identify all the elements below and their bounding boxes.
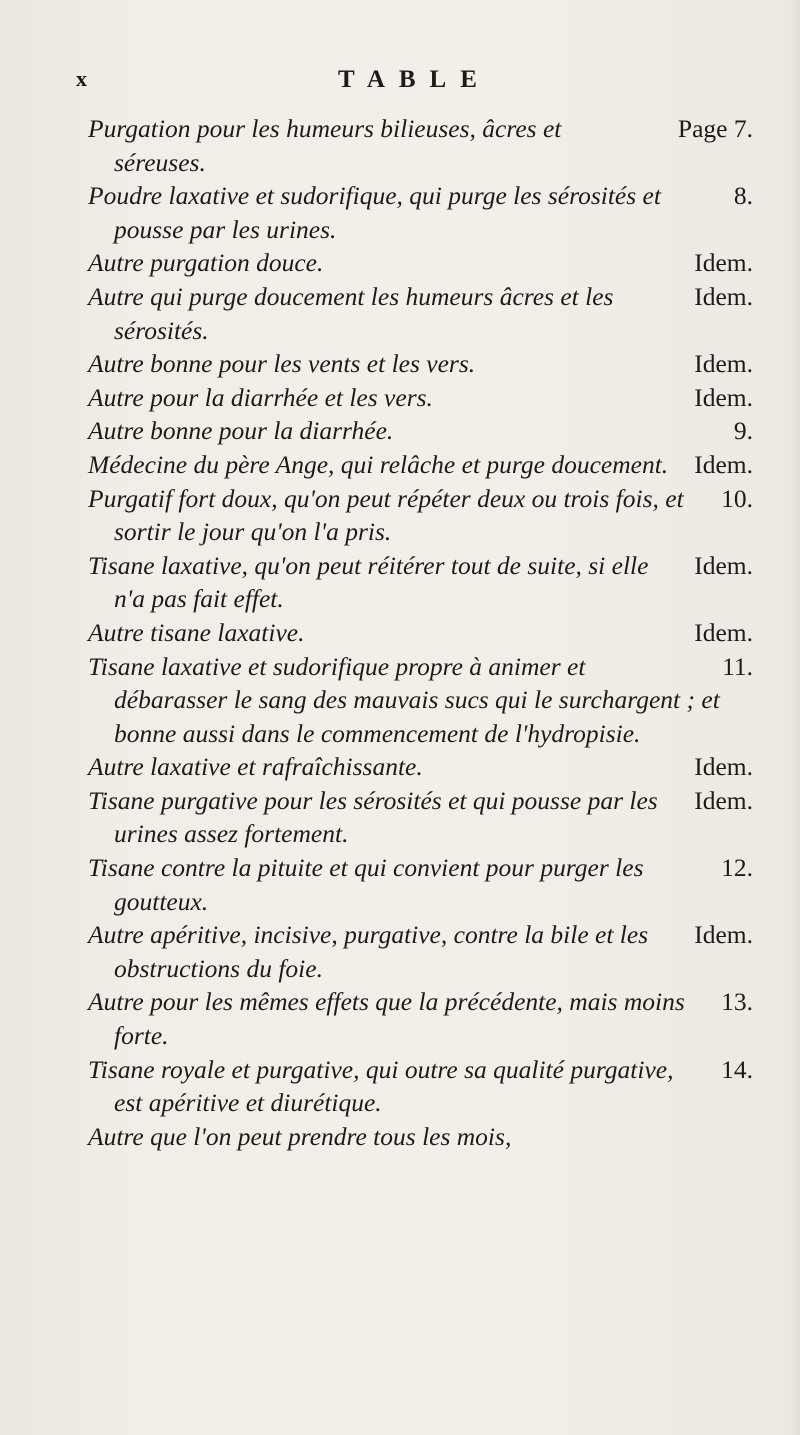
entry-title: Tisane contre la pituite et qui convient pour purger les goutteux. [88,853,644,916]
page-reference: Idem. [694,281,753,311]
toc-entry [88,1120,753,1154]
entry-title: Tisane purgative pour les sérosités et qui pousse par les urines assez fortement. [88,785,658,849]
toc-entry [88,448,753,482]
entry-title: Autre qui purge doucement les humeurs âcres et les sérosités. [88,281,614,345]
toc-entry [88,1053,753,1120]
toc-entry [88,246,753,280]
entry-title: Tisane laxative et sudorifique propre à animer et débarasser le sang des mauvais sucs qui le surchargent ; et bonne aussi dans le commencement de l'hydropisie. [88,651,720,748]
entry-title: Autre purgation douce. [88,248,324,278]
page-reference: 12. [721,853,753,883]
entry-title: Poudre laxative et sudorifique, qui purge les sérosités et pousse par les urines. [88,181,661,244]
page-reference: Idem. [694,920,753,950]
toc-entry [88,347,753,381]
page-reference: Idem. [694,550,753,580]
running-title: TABLE [338,66,491,93]
page-reference: Page 7. [677,114,753,143]
entry-title: Tisane royale et purgative, qui outre sa qualité purgative, est apéritive et diurétique. [88,1054,674,1118]
toc-entry [88,549,753,616]
entry-title: Autre pour la diarrhée et les vers. [88,382,433,412]
page-reference: Idem. [694,752,753,782]
toc-entry [88,851,753,918]
page-edge-shadow [790,0,800,1435]
page-reference: Idem. [694,248,753,278]
entry-title: Purgatif fort doux, qu'on peut répéter deux ou trois fois, et sortir le jour qu'on l'a pris. [88,483,684,547]
page-reference: Idem. [694,449,753,479]
toc-entry [88,918,753,985]
entry-title: Autre que l'on peut prendre tous les mois, [88,1121,512,1151]
entry-title: Autre bonne pour les vents et les vers. [88,349,476,379]
toc-entry [88,482,753,549]
toc-entry [88,784,753,851]
toc-entry [88,381,753,415]
page-reference: 13. [721,987,753,1017]
entry-title: Purgation pour les humeurs bilieuses, âcres et séreuses. [88,114,562,177]
entry-title: Autre apéritive, incisive, purgative, contre la bile et les obstructions du foie. [88,920,649,983]
page-reference: 11. [722,651,753,681]
toc-entry [88,985,753,1052]
page-header [76,66,736,102]
toc-entry [88,280,753,347]
toc-entry [88,616,753,650]
entry-title: Médecine du père Ange, qui relâche et purge doucement. [88,449,669,479]
page-folio: x [76,66,88,91]
entry-title: Autre pour les mêmes effets que la précédente, mais moins forte. [88,987,685,1051]
page-reference: Idem. [694,382,753,412]
page-reference: Idem. [694,349,753,379]
page-reference: 14. [721,1054,753,1084]
page-reference: 9. [733,416,753,446]
entry-title: Autre laxative et rafraîchissante. [88,752,423,782]
entry-title: Tisane laxative, qu'on peut réitérer tout de suite, si elle n'a pas fait effet. [88,550,649,614]
entry-title: Autre bonne pour la diarrhée. [88,416,394,446]
page-reference: 10. [721,483,753,513]
table-of-contents [88,112,753,1153]
page-reference: Idem. [694,785,753,815]
page-reference: 8. [733,181,753,211]
toc-entry [88,179,753,246]
toc-entry [88,414,753,448]
toc-entry [88,112,753,179]
page-reference: Idem. [694,617,753,647]
toc-entry [88,750,753,784]
entry-title: Autre tisane laxative. [88,617,305,647]
toc-entry [88,650,753,751]
